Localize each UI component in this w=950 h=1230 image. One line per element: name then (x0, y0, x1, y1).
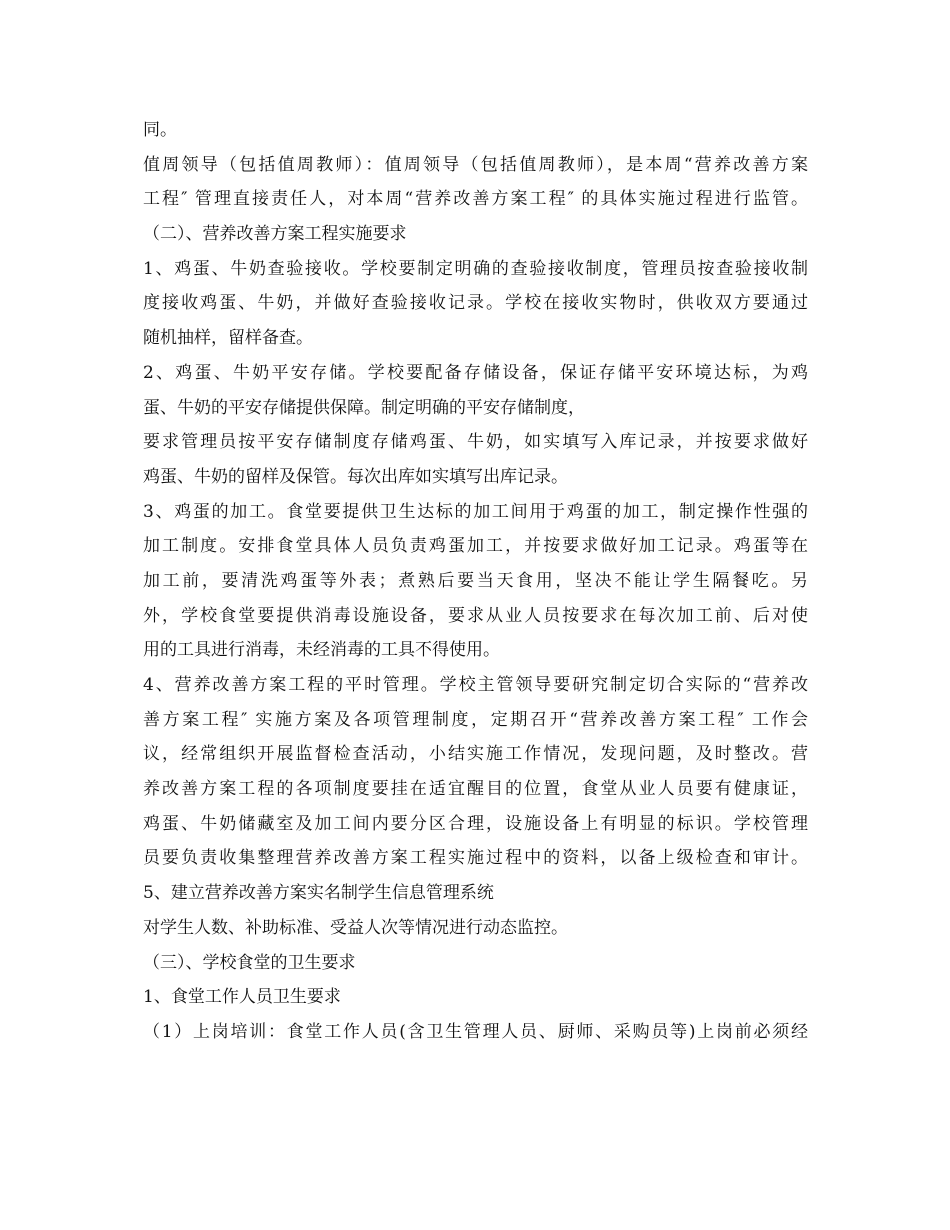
text-line: 5、建立营养改善方案实名制学生信息管理系统 (143, 883, 494, 904)
text-line: （二）、营养改善方案工程实施要求 (143, 224, 407, 245)
text-line: 外，学校食堂要提供消毒设施设备，要求从业人员按要求在每次加工前、后对使 (143, 605, 808, 626)
text-line: 加工制度。安排食堂具体人员负责鸡蛋加工，并按要求做好加工记录。鸡蛋等在 (143, 536, 808, 557)
text-line: 随机抽样，留样备查。 (143, 328, 313, 349)
text-line: （三）、学校食堂的卫生要求 (143, 952, 356, 973)
text-line: 鸡蛋、牛奶的留样及保管。每次出库如实填写出库记录。 (143, 466, 568, 487)
text-line: 蛋、牛奶的平安存储提供保障。制定明确的平安存储制度， (143, 397, 585, 418)
text-line: 1、食堂工作人员卫生要求 (143, 987, 341, 1008)
text-line: 鸡蛋、牛奶储藏室及加工间内要分区合理，设施设备上有明显的标识。学校管理 (143, 813, 808, 834)
text-line: （1）上岗培训：食堂工作人员(含卫生管理人员、厨师、采购员等)上岗前必须经 (143, 1021, 808, 1042)
text-line: 要求管理员按平安存储制度存储鸡蛋、牛奶，如实填写入库记录，并按要求做好 (143, 432, 808, 453)
text-line: 2、鸡蛋、牛奶平安存储。学校要配备存储设备，保证存储平安环境达标，为鸡 (143, 362, 808, 383)
text-line: 同。 (143, 120, 177, 140)
text-line: 员要负责收集整理营养改善方案工程实施过程中的资料，以备上级检查和审计。 (143, 848, 808, 869)
text-line: 议，经常组织开展监督检查活动，小结实施工作情况，发现问题，及时整改。营 (143, 744, 808, 765)
text-line: 养改善方案工程的各项制度要挂在适宜醒目的位置，食堂从业人员要有健康证， (143, 779, 808, 800)
text-line: 用的工具进行消毒，未经消毒的工具不得使用。 (143, 640, 500, 661)
text-line: 1、鸡蛋、牛奶查验接收。学校要制定明确的查验接收制度，管理员按查验接收制 (143, 258, 808, 279)
text-line: 3、鸡蛋的加工。食堂要提供卫生达标的加工间用于鸡蛋的加工，制定操作性强的 (143, 501, 808, 522)
text-line: 对学生人数、补助标准、受益人次等情况进行动态监控。 (143, 917, 568, 938)
text-line: 工程″ 管理直接责任人，对本周“营养改善方案工程″ 的具体实施过程进行监管。 (143, 189, 808, 210)
text-line: 加工前，要清洗鸡蛋等外表；煮熟后要当天食用，坚决不能让学生隔餐吃。另 (143, 570, 808, 591)
text-line: 度接收鸡蛋、牛奶，并做好查验接收记录。学校在接收实物时，供收双方要通过 (143, 293, 808, 314)
text-line: 善方案工程″ 实施方案及各项管理制度，定期召开“营养改善方案工程″ 工作会 (143, 709, 808, 730)
text-line: 值周领导（包括值周教师）：值周领导（包括值周教师），是本周“营养改善方案 (143, 154, 808, 175)
text-line: 4、营养改善方案工程的平时管理。学校主管领导要研究制定切合实际的“营养改 (143, 675, 808, 695)
document-body (143, 113, 808, 1050)
